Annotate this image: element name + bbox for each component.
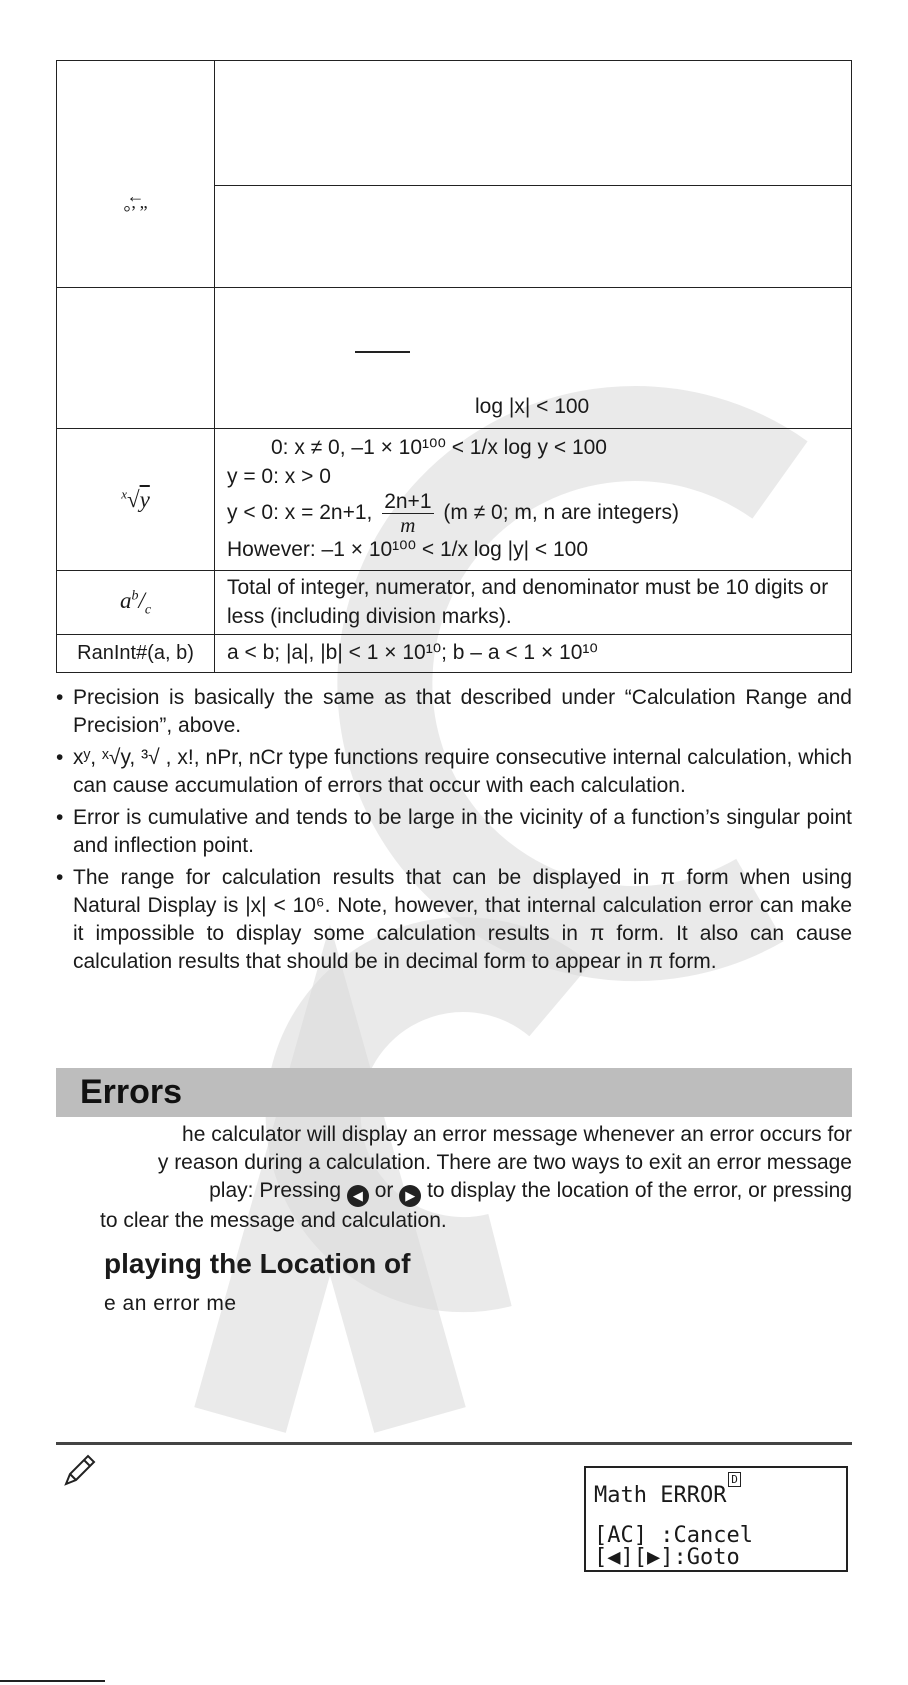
calculator-display (584, 1466, 848, 1572)
errors-intro (70, 1121, 852, 1235)
xroot-line-1: 0: x ≠ 0, –1 × 10¹⁰⁰ < 1/x log y < 100 (271, 436, 607, 460)
note-item: • xʸ, ˣ√y, ³√ , x!, nPr, nCr type functions require consecutive internal calculation, which can cause accumulation of errors that occur with each calculation. (56, 746, 852, 797)
function-cell-ranint: RanInt#(a, b) (57, 635, 215, 673)
right-arrow-key-icon: ▶ (399, 1185, 421, 1207)
range-cell-3 (215, 288, 852, 429)
sexagesimal-arrow-icon: ← °’ ” (123, 186, 148, 222)
xroot-y-label: $^x$√y (121, 486, 150, 512)
errors-heading: Errors (80, 1073, 183, 1111)
degree-indicator: D (728, 1472, 741, 1487)
lcd-line-1: Math ERROR (594, 1483, 727, 1508)
note-item: • Error is cumulative and tends to be large in the vicinity of a function’s singular point and inflection point. (56, 806, 852, 857)
range-cell-ranint: a < b; |a|, |b| < 1 × 10¹⁰; b – a < 1 × 10¹⁰ (215, 635, 852, 673)
xroot-line-3 (227, 491, 839, 536)
notes-list (56, 684, 852, 976)
errors-section-header (56, 1068, 852, 1117)
errors-line-4: to clear the message and calculation. (100, 1209, 447, 1232)
xroot-fraction (382, 491, 433, 536)
range-cell-1 (215, 61, 852, 186)
range-cell-fraction: Total of integer, numerator, and denominator must be 10 digits or less (including division marks). (215, 571, 852, 635)
note-item: • The range for calculation results that can be displayed in π form when using Natural Display is |x| < 10⁶. Note, however, that internal calculation error can make it impossible to display some calculation results in π form. It also can cause calculation results that should be in decimal form to appear in π form. (56, 866, 852, 973)
range-cell-xroot (215, 429, 852, 571)
fraction-numerator: 2n+1 (384, 490, 432, 514)
errors-line-2: y reason during a calculation. There are two ways to exit an error message (157, 1151, 852, 1174)
left-arrow-key-icon: ◀ (347, 1185, 369, 1207)
lcd-line-2: [AC] :Cancel (594, 1523, 753, 1548)
ab-c-label: $a^b/_c$ (119, 587, 152, 618)
fraction-bar (355, 351, 410, 353)
fraction-denominator: m (400, 513, 416, 538)
errors-line-1: he calculator will display an error message whenever an error occurs for (182, 1123, 852, 1146)
function-cell-3 (57, 288, 215, 429)
displaying-location-heading: playing the Location of (104, 1248, 411, 1279)
range-cell-2 (215, 186, 852, 288)
function-cell-angle (57, 61, 215, 288)
function-cell-xroot (57, 429, 215, 571)
xroot-line-3-a: y < 0: x = 2n+1, (227, 501, 373, 525)
xroot-line-3-b: (m ≠ 0; m, n are integers) (443, 501, 679, 525)
page-edge-line (0, 1680, 105, 1682)
note-item: • Precision is basically the same as that described under “Calculation Range and Precision”, above. (56, 686, 852, 737)
pencil-icon (62, 1452, 98, 1488)
xroot-line-4: However: –1 × 10¹⁰⁰ < 1/x log |y| < 100 (227, 538, 589, 562)
function-range-table (56, 60, 852, 673)
log-x-range: log |x| < 100 (475, 395, 590, 418)
function-cell-fraction (57, 571, 215, 635)
errors-line-3: play: Pressing ◀ or ▶ to display the location of the error, or pressing (70, 1177, 852, 1207)
note-divider (56, 1442, 852, 1445)
displaying-location-text: e an error me (104, 1292, 237, 1315)
lcd-line-3: [◀][▶]:Goto (594, 1545, 740, 1570)
xroot-line-2: y = 0: x > 0 (227, 464, 331, 488)
